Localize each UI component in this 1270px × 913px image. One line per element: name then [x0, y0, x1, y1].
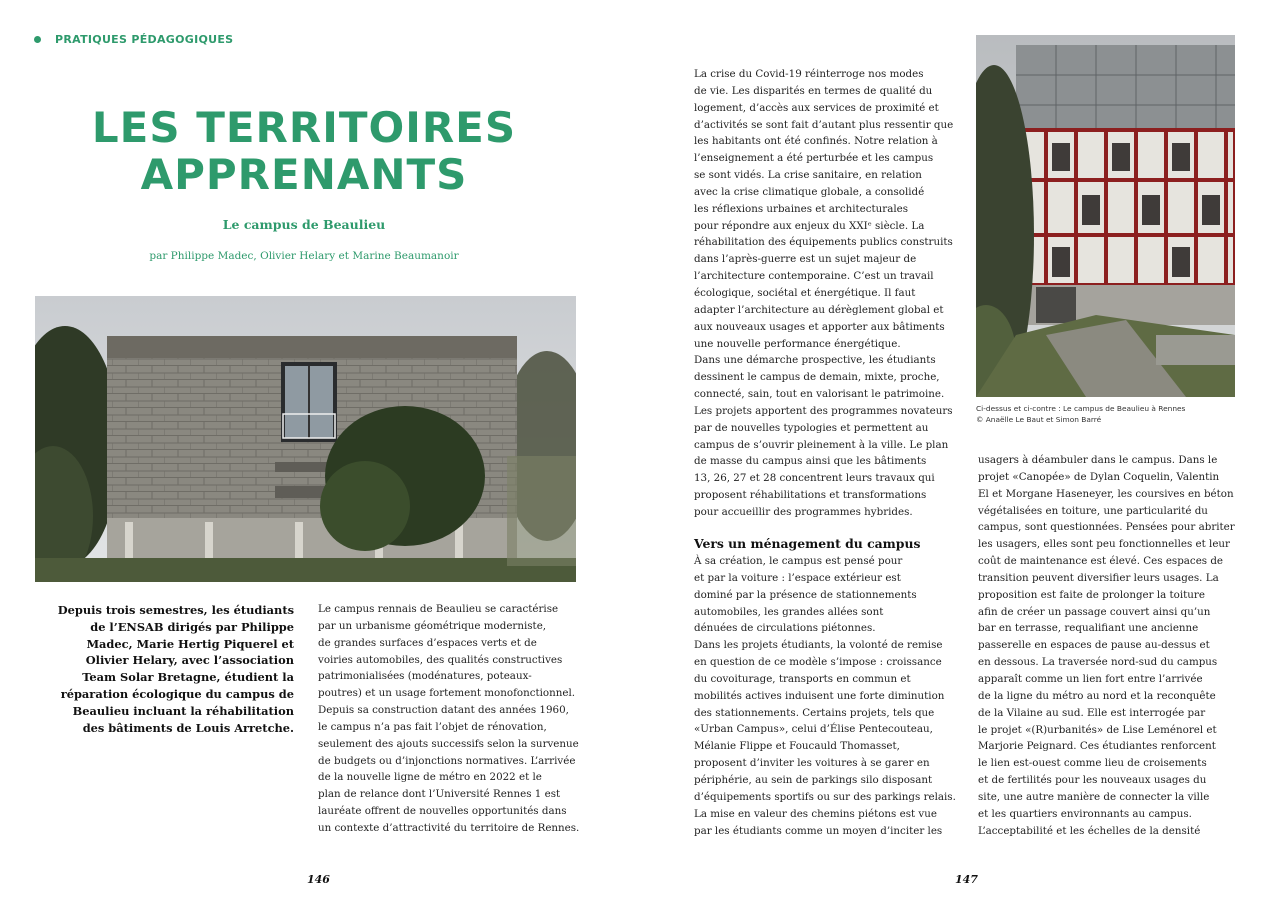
body-line: avec la crise climatique globale, a consolidé [694, 185, 925, 198]
intro-line: réparation écologique du campus de [60, 686, 294, 701]
body-line: La mise en valeur des chemins piétons est vue [694, 807, 937, 820]
body-line: proposent réhabilitations et transformations [694, 489, 927, 502]
body-line: afin de créer un passage couvert ainsi qu’un [978, 605, 1211, 618]
body-line: Depuis sa construction datant des années 1960, [318, 704, 569, 717]
title-line: APPRENANTS [140, 150, 468, 199]
body-line: Mélanie Flippe et Foucauld Thomasset, [694, 740, 900, 753]
body-line: aux nouveaux usages et apporter aux bâtiments [694, 320, 945, 333]
article-subtitle: Le campus de Beaulieu [222, 217, 386, 232]
body-line: le projet «(R)urbanités» de Lise Leménorel et [978, 723, 1217, 736]
section-tag [34, 33, 233, 46]
body-line: À sa création, le campus est pensé pour [694, 555, 903, 567]
body-line: en dessous. La traversée nord-sud du campus [978, 656, 1218, 669]
body-line: les réflexions urbaines et architecturales [694, 202, 909, 215]
intro-line: Team Solar Bretagne, étudient la [82, 670, 294, 685]
body-line: périphérie, au sein de parkings silo disposant [694, 773, 933, 786]
bullet-icon [34, 36, 41, 43]
body-line: adapter l’architecture au dérèglement global et [694, 303, 944, 316]
body-line: et par la voiture : l’espace extérieur est [694, 571, 901, 584]
body-line: «Urban Campus», celui d’Élise Pentecouteau, [694, 723, 933, 736]
article-title [34, 104, 574, 198]
body-line: et de fertilités pour les nouveaux usages du [978, 774, 1207, 787]
body-line: Dans une démarche prospective, les étudiants [694, 354, 936, 367]
body-line: d’équipements sportifs ou sur des parkings relais. [694, 790, 956, 803]
photo-caption [976, 403, 1236, 425]
body-line: proposent d’inviter les voitures à se garer en [694, 757, 930, 770]
body-line: pour répondre aux enjeux du XXIᵉ siècle. La [694, 219, 925, 232]
body-line: 13, 26, 27 et 28 concentrent leurs travaux qui [694, 472, 935, 485]
caption-line: Ci-dessus et ci-contre : Le campus de Beaulieu à Rennes [976, 404, 1186, 413]
body-line: plan de relance dont l’Université Rennes 1 est [318, 788, 561, 801]
body-line: l’enseignement a été perturbée et les campus [694, 152, 934, 165]
intro-paragraph [30, 602, 294, 736]
body-line: poutres) et un usage fortement monofonctionnel. [318, 687, 576, 700]
intro-line: des bâtiments de Louis Arretche. [82, 720, 294, 735]
body-line: de la ligne du métro au nord et la reconquête [978, 689, 1216, 702]
intro-line: Beaulieu incluant la réhabilitation [72, 703, 294, 718]
body-line: mobilités actives induisent une forte diminution [694, 689, 945, 702]
body-line: par de nouvelles typologies et permettent au [694, 421, 929, 434]
body-line: seulement des ajouts successifs selon la survenue [318, 737, 579, 750]
body-line: campus, sont questionnées. Pensées pour abriter [978, 521, 1235, 534]
campus-building-photo [35, 296, 576, 582]
body-line: d’activités se sont fait d’autant plus ressentir que [694, 118, 954, 131]
body-line: apparaît comme un lien fort entre l’arrivée [978, 672, 1203, 685]
intro-line: de l’ENSAB dirigés par Philippe [90, 619, 294, 634]
campus-red-facade-photo [976, 35, 1235, 397]
body-line: le campus n’a pas fait l’objet de rénovation, [318, 720, 547, 733]
title-line: LES TERRITOIRES [91, 103, 517, 152]
body-line: par les étudiants comme un moyen d’inciter les [694, 824, 943, 837]
body-line: en question de ce modèle s’impose : croissance [694, 656, 942, 669]
caption-line: © Anaëlle Le Baut et Simon Barré [976, 415, 1102, 424]
page-number-right: 147 [955, 873, 978, 886]
body-line: La crise du Covid-19 réinterroge nos modes [694, 68, 924, 80]
body-line: le lien est-ouest comme lieu de croisements [978, 757, 1207, 770]
body-line: écologique, sociétal et énergétique. Il faut [694, 286, 916, 299]
body-line: les usagers, elles sont peu fonctionnelles et leur [978, 538, 1230, 551]
body-line: de masse du campus ainsi que les bâtiments [694, 455, 927, 468]
body-line: logement, d’accès aux services de proximité et [694, 101, 939, 114]
body-column-right-1b [694, 536, 959, 839]
body-line: usagers à déambuler dans le campus. Dans le [978, 454, 1218, 466]
body-column-left [318, 601, 593, 837]
intro-line: Madec, Marie Hertig Piquerel et [86, 636, 294, 651]
body-line: pour accueillir des programmes hybrides. [694, 505, 913, 518]
body-line: projet «Canopée» de Dylan Coquelin, Valentin [978, 470, 1220, 483]
body-line: automobiles, les grandes allées sont [694, 605, 884, 618]
intro-line: Olivier Helary, avec l’association [85, 653, 294, 668]
body-line: des stationnements. Certains projets, tels que [694, 706, 935, 719]
body-line: de vie. Les disparités en termes de qualité du [694, 84, 933, 97]
body-line: un contexte d’attractivité du territoire de Rennes. [318, 821, 580, 834]
body-line: une nouvelle performance énergétique. [694, 337, 901, 350]
body-line: de grandes surfaces d’espaces verts et de [318, 636, 537, 649]
body-column-right-2 [978, 452, 1248, 839]
body-line: coût de maintenance est élevé. Ces espaces de [978, 555, 1224, 568]
article-authors: par Philippe Madec, Olivier Helary et Marine Beaumanoir [149, 250, 459, 262]
body-line: lauréate offrent de nouvelles opportunités dans [318, 805, 567, 818]
body-line: par un urbanisme géométrique moderniste, [318, 619, 547, 632]
body-line: connecté, sain, tout en valorisant le patrimoine. [694, 388, 945, 401]
body-line: réhabilitation des équipements publics construits [694, 236, 953, 249]
body-column-right-1 [694, 66, 959, 521]
intro-line: Depuis trois semestres, les étudiants [57, 603, 294, 617]
body-line: du covoiturage, transports en commun et [694, 672, 911, 685]
body-line: L’acceptabilité et les échelles de la densité [978, 824, 1201, 837]
body-line: de la nouvelle ligne de métro en 2022 et le [318, 771, 542, 784]
body-line: dessinent le campus de demain, mixte, proche, [694, 371, 940, 384]
body-line: voiries automobiles, des qualités constructives [318, 653, 563, 666]
body-line: site, une autre manière de connecter la ville [978, 790, 1210, 803]
right-page [635, 0, 1270, 913]
body-line: dans l’après-guerre est un sujet majeur de [694, 253, 917, 266]
page-number-left: 146 [307, 873, 330, 886]
body-line: transition peuvent diversifier leurs usages. La [978, 571, 1219, 584]
body-line: se sont vidés. La crise sanitaire, en relation [694, 169, 922, 182]
body-line: dominé par la présence de stationnements [694, 588, 917, 601]
body-line: dénuées de circulations piétonnes. [694, 622, 876, 635]
body-line: Marjorie Peignard. Ces étudiantes renforcent [978, 740, 1216, 753]
body-line: Les projets apportent des programmes novateurs [694, 404, 953, 417]
body-line: végétalisées en toiture, une particularité du [978, 504, 1208, 517]
body-line: bar en terrasse, requalifiant une ancienne [978, 622, 1199, 635]
section-tag-label: PRATIQUES PÉDAGOGIQUES [55, 33, 234, 46]
body-line: et les quartiers environnants au campus. [978, 807, 1192, 820]
body-line: proposition est faite de prolonger la toiture [978, 588, 1205, 601]
body-line: de la Vilaine au sud. Elle est interrogée par [978, 706, 1206, 719]
body-line: passerelle en espaces de pause au-dessus et [978, 639, 1210, 652]
body-line: de budgets ou d’injonctions normatives. L’arrivée [318, 754, 576, 767]
body-line: l’architecture contemporaine. C’est un travail [694, 270, 934, 283]
body-line: Le campus rennais de Beaulieu se caractérise [318, 603, 559, 615]
body-line: campus de s’ouvrir pleinement à la ville. Le plan [694, 438, 949, 451]
body-line: El et Morgane Haseneyer, les coursives en béton [978, 487, 1234, 500]
body-line: Dans les projets étudiants, la volonté de remise [694, 639, 943, 652]
section-subheading: Vers un ménagement du campus [694, 536, 921, 551]
body-line: patrimonialisées (modénatures, poteaux- [318, 670, 532, 683]
body-line: les habitants ont été confinés. Notre relation à [694, 135, 938, 148]
